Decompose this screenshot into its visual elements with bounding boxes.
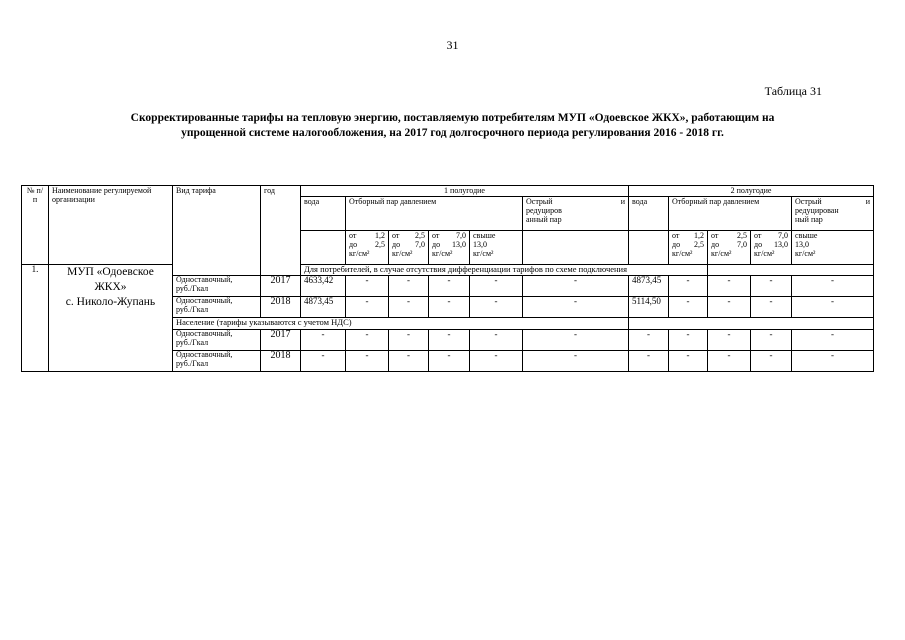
- value-cell: -: [792, 297, 874, 318]
- pressure-2-5-7: [389, 231, 429, 265]
- header-org: Наименование регулируемой организации: [49, 186, 173, 265]
- water-1-value: -: [301, 330, 346, 351]
- value-cell: -: [751, 297, 792, 318]
- water-2-value: 5114,50: [629, 297, 669, 318]
- table-label: Таблица 31: [764, 84, 822, 98]
- tariff-line-2: руб./Гкал: [176, 283, 209, 293]
- pressure2-7-13: [751, 231, 792, 265]
- water-2-value: -: [629, 330, 669, 351]
- steam-sharp-2-line-1: Острый и: [795, 197, 871, 206]
- value-cell: -: [669, 297, 708, 318]
- pressure-7-13: [429, 231, 470, 265]
- p2-1-line-3: кг/см²: [672, 249, 693, 258]
- tariff-table: [21, 185, 874, 372]
- tariff-name: [173, 351, 261, 372]
- header-empty-2: [523, 231, 629, 265]
- value-cell: -: [523, 351, 629, 372]
- p3-line-1: от 7,0: [432, 231, 466, 240]
- p2-4-line-2: 13,0: [795, 240, 810, 249]
- header-empty-3: [629, 231, 669, 265]
- value-cell: -: [346, 276, 389, 297]
- value-cell: -: [346, 297, 389, 318]
- value-cell: -: [708, 351, 751, 372]
- header-steam-sharp-1: [523, 197, 629, 231]
- steam-sharp-1-line-2: редуциров: [526, 206, 562, 215]
- p4-line-1: свыше: [473, 231, 496, 240]
- p1-line-1: от 1,2: [349, 231, 385, 240]
- value-cell: -: [669, 276, 708, 297]
- tariff-line-1: Одноставочный,: [176, 275, 233, 284]
- p4-line-2: 13,0: [473, 240, 487, 249]
- section-row-general: [22, 265, 874, 276]
- tariff-line-1: Одноставочный,: [176, 350, 233, 359]
- header-half-2: 2 полугодие: [629, 186, 874, 197]
- section-population-empty: [629, 318, 874, 330]
- row-index: 1.: [22, 265, 49, 372]
- value-cell: -: [346, 330, 389, 351]
- p2-1-line-1: от 1,2: [672, 231, 705, 240]
- p2-4-line-3: кг/см²: [795, 249, 816, 258]
- org-name: [49, 265, 173, 372]
- water-2-value: -: [629, 351, 669, 372]
- value-cell: -: [523, 276, 629, 297]
- value-cell: -: [389, 330, 429, 351]
- pressure-over-13: [470, 231, 523, 265]
- pressure2-1-2-5: [669, 231, 708, 265]
- header-tariff-type: Вид тарифа: [173, 186, 261, 276]
- value-cell: -: [669, 330, 708, 351]
- header-water-2: вода: [629, 197, 669, 231]
- value-cell: -: [346, 351, 389, 372]
- title-line-1: Скорректированные тарифы на тепловую энергию, поставляемую потребителям МУП «Одоевское ЖКХ», работающим на: [130, 112, 775, 124]
- value-cell: -: [792, 276, 874, 297]
- value-cell: -: [751, 351, 792, 372]
- header-year: год: [261, 186, 301, 276]
- p3-line-2: до 13,0: [432, 240, 466, 249]
- header-water-1: вода: [301, 197, 346, 231]
- year-cell: 2017: [261, 330, 301, 351]
- p2-2-line-1: от 2,5: [711, 231, 748, 240]
- section-general: Для потребителей, в случае отсутствия дифференциации тарифов по схеме подключения: [301, 265, 708, 276]
- pressure2-2-5-7: [708, 231, 751, 265]
- steam-sharp-1-line-3: анный пар: [526, 215, 562, 224]
- water-1-value: -: [301, 351, 346, 372]
- value-cell: -: [751, 276, 792, 297]
- page-number: 31: [446, 38, 459, 52]
- p2-line-2: до 7,0: [392, 240, 425, 249]
- value-cell: -: [429, 297, 470, 318]
- tariff-line-2: руб./Гкал: [176, 337, 209, 347]
- header-empty-1: [301, 231, 346, 265]
- water-1-value: 4873,45: [301, 297, 346, 318]
- steam-sharp-1-line-1: Острый и: [526, 197, 626, 206]
- value-cell: -: [669, 351, 708, 372]
- value-cell: -: [523, 297, 629, 318]
- p1-line-2: до 2,5: [349, 240, 385, 249]
- p2-3-line-2: до 13,0: [754, 240, 789, 249]
- value-cell: -: [389, 276, 429, 297]
- value-cell: -: [429, 276, 470, 297]
- p2-3-line-3: кг/см²: [754, 249, 775, 258]
- section-general-empty: [708, 265, 874, 276]
- value-cell: -: [792, 351, 874, 372]
- p2-2-line-3: кг/см²: [711, 249, 732, 258]
- value-cell: -: [470, 351, 523, 372]
- value-cell: -: [389, 351, 429, 372]
- pressure-1-2-5: [346, 231, 389, 265]
- p1-line-3: кг/см²: [349, 249, 370, 258]
- tariff-line-2: руб./Гкал: [176, 358, 209, 368]
- p2-2-line-2: до 7,0: [711, 240, 748, 249]
- value-cell: -: [470, 276, 523, 297]
- p3-line-3: кг/см²: [432, 249, 453, 258]
- value-cell: -: [751, 330, 792, 351]
- value-cell: -: [429, 351, 470, 372]
- header-row-1: [22, 186, 874, 197]
- year-cell: 2017: [261, 276, 301, 297]
- tariff-line-2: руб./Гкал: [176, 304, 209, 314]
- value-cell: -: [792, 330, 874, 351]
- header-steam-selected-2: Отборный пар давлением: [669, 197, 792, 231]
- water-1-value: 4633,42: [301, 276, 346, 297]
- p2-line-1: от 2,5: [392, 231, 425, 240]
- tariff-name: [173, 330, 261, 351]
- p2-3-line-1: от 7,0: [754, 231, 789, 240]
- tariff-line-1: Одноставочный,: [176, 329, 233, 338]
- p4-line-3: кг/см²: [473, 249, 494, 258]
- p2-1-line-2: до 2,5: [672, 240, 705, 249]
- org-line-3: с. Николо-Жупань: [65, 296, 156, 308]
- value-cell: -: [389, 297, 429, 318]
- value-cell: -: [470, 297, 523, 318]
- value-cell: -: [523, 330, 629, 351]
- value-cell: -: [470, 330, 523, 351]
- year-cell: 2018: [261, 351, 301, 372]
- org-line-1: МУП «Одоевское: [67, 266, 154, 278]
- org-line-2: ЖКХ»: [94, 281, 127, 293]
- tariff-name: [173, 276, 261, 297]
- value-cell: -: [429, 330, 470, 351]
- year-cell: 2018: [261, 297, 301, 318]
- p2-line-3: кг/см²: [392, 249, 413, 258]
- tariff-name: [173, 297, 261, 318]
- tariff-line-1: Одноставочный,: [176, 296, 233, 305]
- header-steam-sharp-2: [792, 197, 874, 231]
- value-cell: -: [708, 276, 751, 297]
- value-cell: -: [708, 297, 751, 318]
- title-line-2: упрощенной системе налогообложения, на 2017 год долгосрочного периода регулирования 2016 - 2018 гг.: [181, 127, 724, 139]
- steam-sharp-2-line-2: редуцирован: [795, 206, 839, 215]
- value-cell: -: [708, 330, 751, 351]
- steam-sharp-2-line-3: ный пар: [795, 215, 823, 224]
- header-num: № п/п: [22, 186, 49, 265]
- section-population: Население (тарифы указываются с учетом НДС): [173, 318, 629, 330]
- p2-4-line-1: свыше: [795, 231, 818, 240]
- document-title: [80, 111, 825, 141]
- header-half-1: 1 полугодие: [301, 186, 629, 197]
- water-2-value: 4873,45: [629, 276, 669, 297]
- pressure2-over-13: [792, 231, 874, 265]
- header-steam-selected-1: Отборный пар давлением: [346, 197, 523, 231]
